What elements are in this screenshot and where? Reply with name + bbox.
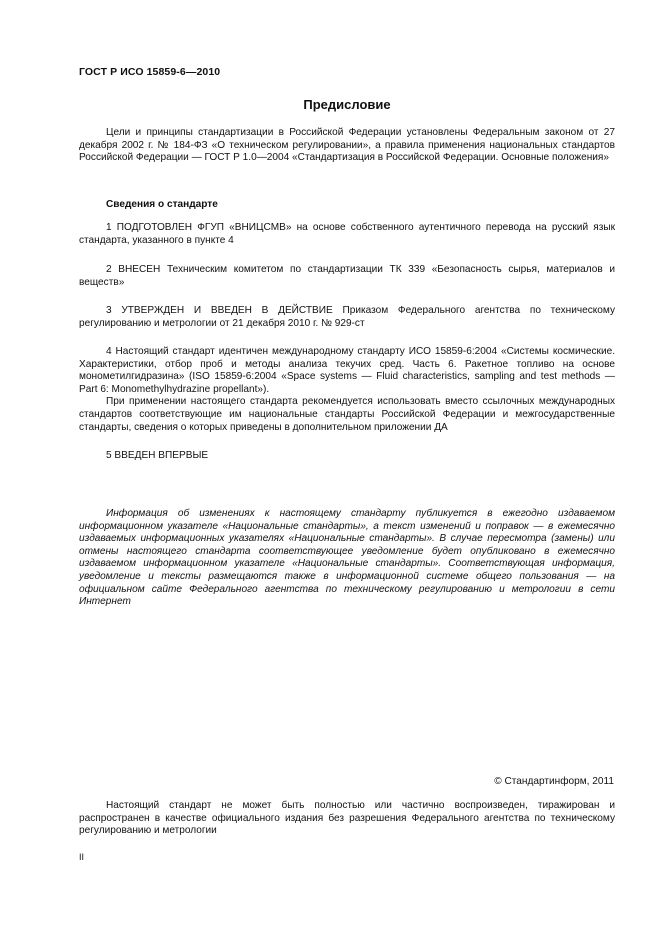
item-3-block: [79, 305, 615, 330]
item-5-paragraph: 5 ВВЕДЕН ВПЕРВЫЕ: [106, 450, 209, 461]
item-3-paragraph: 3 УТВЕРЖДЕН И ВВЕДЕН В ДЕЙСТВИЕ Приказом Федерального агентства по техническому регулированию и метрологии от 21 декабря 2010 г. № 929-ст: [79, 305, 615, 329]
item-1-block: [79, 222, 615, 247]
info-heading: Сведения о стандарте: [106, 199, 218, 210]
item-1-paragraph: 1 ПОДГОТОВЛЕН ФГУП «ВНИЦСМВ» на основе собственного аутентичного перевода на русский язык стандарта, указанного в пункте 4: [79, 222, 615, 246]
item-4-block: [79, 346, 615, 434]
document-code: ГОСТ Р ИСО 15859-6—2010: [79, 66, 221, 78]
item-4-note-paragraph: При применении настоящего стандарта рекомендуется использовать вместо ссылочных международных стандартов соответствующие им национальные стандарты Российской Федерации и межгосударственные стандарты, сведения о которых приведены в дополнительном приложении ДА: [79, 396, 615, 433]
page-number: II: [79, 852, 85, 862]
reproduction-notice-block: [79, 800, 615, 838]
change-info-block: [79, 508, 615, 609]
item-2-block: [79, 264, 615, 289]
reproduction-notice-paragraph: Настоящий стандарт не может быть полностью или частично воспроизведен, тиражирован и распространен в качестве официального издания без разрешения Федерального агентства по техническому регулированию и метрологии: [79, 800, 615, 837]
item-5-block: [79, 450, 615, 463]
intro-block: [79, 127, 615, 165]
section-title: Предисловие: [303, 97, 391, 112]
item-2-paragraph: 2 ВНЕСЕН Техническим комитетом по стандартизации ТК 339 «Безопасность сырья, материалов и веществ»: [79, 264, 615, 288]
item-4-paragraph: 4 Настоящий стандарт идентичен международному стандарту ИСО 15859-6:2004 «Системы космические. Характеристики, отбор проб и методы анализа текучих сред. Часть 6. Ракетное топливо на основе монометилгидразина» (ISO 15859-6:2004 «Space systems — Fluid characteristics, sampling and test methods — Part 6: Monomethylhydrazine propellant»).: [79, 346, 615, 395]
intro-paragraph: Цели и принципы стандартизации в Российской Федерации установлены Федеральным законом от 27 декабря 2002 г. № 184-ФЗ «О техническом регулировании», а правила применения национальных стандартов Российской Федерации — ГОСТ Р 1.0—2004 «Стандартизация в Российской Федерации. Основные положения»: [79, 127, 615, 164]
change-info-paragraph: Информация об изменениях к настоящему стандарту публикуется в ежегодно издаваемом информационном указателе «Национальные стандарты», а текст изменений и поправок — в ежемесячно издаваемых информационных указателях «Национальные стандарты». В случае пересмотра (замены) или отмены настоящего стандарта соответствующее уведомление будет опубликовано в ежемесячно издаваемом информационном указателе «Национальные стандарты». Соответствующая информация, уведомление и тексты размещаются также в информационной системе общего пользования — на официальном сайте Федерального агентства по техническому регулированию и метрологии в сети Интернет: [79, 508, 615, 608]
copyright-line: © Стандартинформ, 2011: [494, 776, 614, 787]
